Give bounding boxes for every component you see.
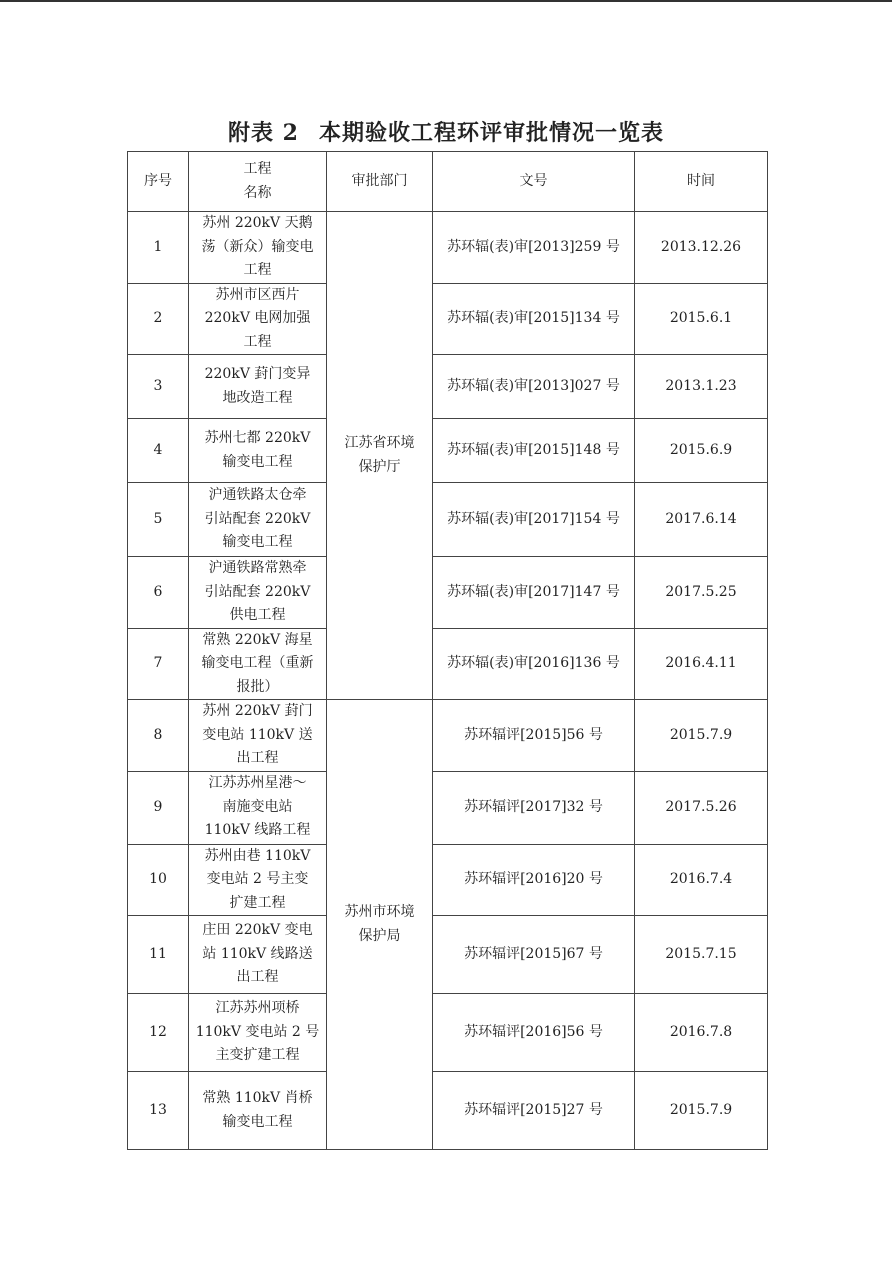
row-no: 12 <box>128 994 189 1072</box>
row-no: 7 <box>128 628 189 700</box>
table-row <box>128 771 768 844</box>
row-date: 2017.5.25 <box>635 557 768 629</box>
table-row <box>128 844 768 916</box>
header-doc: 文号 <box>433 152 635 212</box>
table-row <box>128 283 768 355</box>
row-no: 5 <box>128 483 189 557</box>
table-row <box>128 355 768 419</box>
row-date: 2017.6.14 <box>635 483 768 557</box>
header-name: 工程 名称 <box>189 152 327 212</box>
row-no: 10 <box>128 844 189 916</box>
row-date: 2013.12.26 <box>635 212 768 284</box>
row-no: 11 <box>128 916 189 994</box>
row-doc-number: 苏环辐评[2015]27 号 <box>433 1072 635 1150</box>
row-project-name: 苏州 220kV 葑门 变电站 110kV 送 出工程 <box>189 700 327 772</box>
table-title-main: 本期验收工程环评审批情况一览表 <box>318 120 664 146</box>
row-no: 1 <box>128 212 189 284</box>
row-doc-number: 苏环辐(表)审[2013]259 号 <box>433 212 635 284</box>
row-doc-number: 苏环辐评[2017]32 号 <box>433 771 635 844</box>
row-no: 6 <box>128 557 189 629</box>
row-no: 8 <box>128 700 189 772</box>
row-project-name: 沪通铁路常熟牵 引站配套 220kV 供电工程 <box>189 557 327 629</box>
dept-cell-municipal: 苏州市环境 保护局 <box>327 700 433 1150</box>
row-project-name: 220kV 葑门变异 地改造工程 <box>189 355 327 419</box>
table-title-prefix: 附表 2 <box>228 120 299 146</box>
row-no: 4 <box>128 419 189 483</box>
row-project-name: 苏州七都 220kV 输变电工程 <box>189 419 327 483</box>
table-row <box>128 1072 768 1150</box>
table-title <box>0 116 892 147</box>
row-date: 2015.6.1 <box>635 283 768 355</box>
table-row <box>128 212 768 284</box>
row-date: 2013.1.23 <box>635 355 768 419</box>
table-row <box>128 916 768 994</box>
dept-cell-provincial: 江苏省环境 保护厅 <box>327 212 433 700</box>
row-date: 2016.7.8 <box>635 994 768 1072</box>
table-row <box>128 557 768 629</box>
row-project-name: 沪通铁路太仓牵 引站配套 220kV 输变电工程 <box>189 483 327 557</box>
row-date: 2016.7.4 <box>635 844 768 916</box>
row-doc-number: 苏环辐(表)审[2017]154 号 <box>433 483 635 557</box>
row-project-name: 苏州 220kV 天鹅 荡（新众）输变电 工程 <box>189 212 327 284</box>
row-doc-number: 苏环辐(表)审[2015]134 号 <box>433 283 635 355</box>
row-date: 2015.7.9 <box>635 700 768 772</box>
table-row <box>128 700 768 772</box>
row-date: 2015.6.9 <box>635 419 768 483</box>
row-doc-number: 苏环辐评[2015]56 号 <box>433 700 635 772</box>
row-doc-number: 苏环辐评[2016]56 号 <box>433 994 635 1072</box>
row-doc-number: 苏环辐评[2015]67 号 <box>433 916 635 994</box>
row-project-name: 苏州由巷 110kV 变电站 2 号主变 扩建工程 <box>189 844 327 916</box>
row-date: 2015.7.9 <box>635 1072 768 1150</box>
row-no: 13 <box>128 1072 189 1150</box>
row-no: 3 <box>128 355 189 419</box>
row-no: 9 <box>128 771 189 844</box>
row-project-name: 常熟 110kV 肖桥 输变电工程 <box>189 1072 327 1150</box>
header-row <box>128 152 768 212</box>
row-doc-number: 苏环辐(表)审[2016]136 号 <box>433 628 635 700</box>
row-no: 2 <box>128 283 189 355</box>
row-date: 2016.4.11 <box>635 628 768 700</box>
table-row <box>128 994 768 1072</box>
header-no: 序号 <box>128 152 189 212</box>
row-project-name: 江苏苏州项桥 110kV 变电站 2 号 主变扩建工程 <box>189 994 327 1072</box>
row-date: 2017.5.26 <box>635 771 768 844</box>
approval-table <box>127 151 768 1150</box>
row-project-name: 常熟 220kV 海星 输变电工程（重新 报批） <box>189 628 327 700</box>
row-project-name: 庄田 220kV 变电 站 110kV 线路送 出工程 <box>189 916 327 994</box>
row-date: 2015.7.15 <box>635 916 768 994</box>
row-project-name: 江苏苏州星港～ 南施变电站 110kV 线路工程 <box>189 771 327 844</box>
page-top-border <box>0 0 892 2</box>
header-time: 时间 <box>635 152 768 212</box>
row-doc-number: 苏环辐评[2016]20 号 <box>433 844 635 916</box>
row-doc-number: 苏环辐(表)审[2013]027 号 <box>433 355 635 419</box>
table-row <box>128 419 768 483</box>
header-dept: 审批部门 <box>327 152 433 212</box>
row-doc-number: 苏环辐(表)审[2015]148 号 <box>433 419 635 483</box>
row-doc-number: 苏环辐(表)审[2017]147 号 <box>433 557 635 629</box>
table-row <box>128 628 768 700</box>
row-project-name: 苏州市区西片 220kV 电网加强 工程 <box>189 283 327 355</box>
table-row <box>128 483 768 557</box>
